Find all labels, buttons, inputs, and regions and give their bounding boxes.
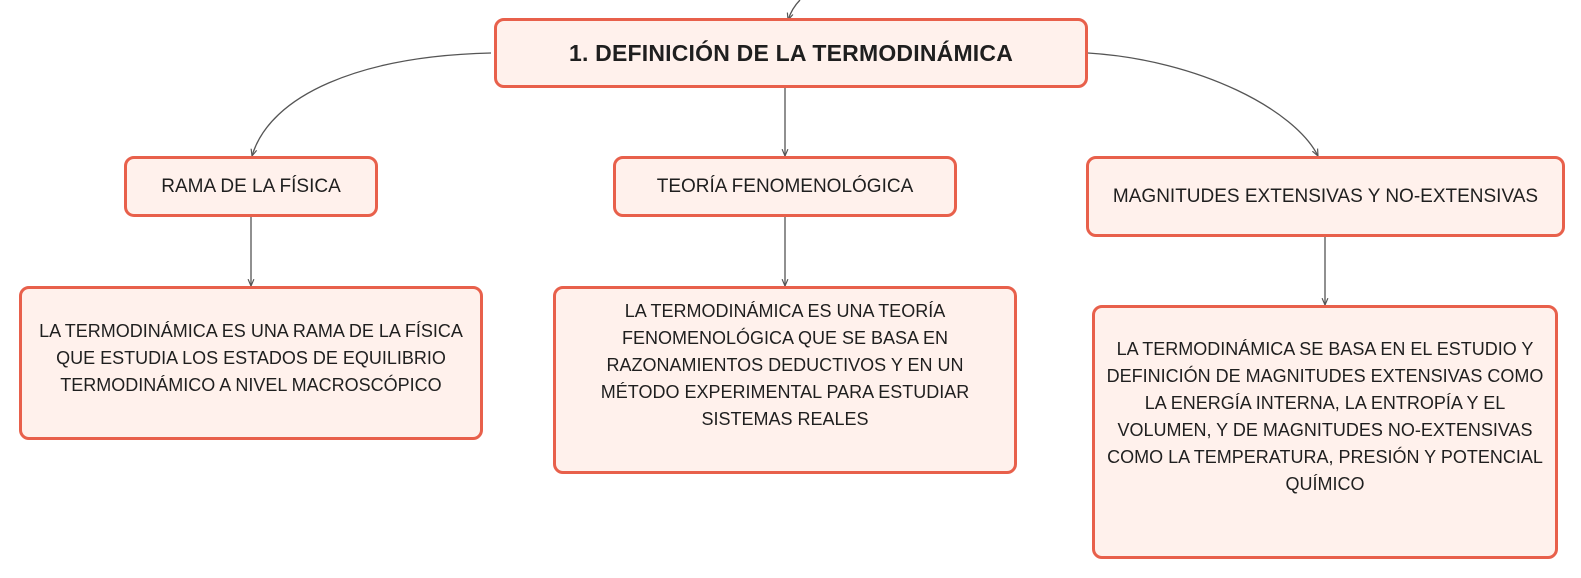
connector-incoming <box>788 0 800 20</box>
root-node[interactable] <box>494 18 1088 88</box>
root-title: 1. DEFINICIÓN DE LA TERMODINÁMICA <box>568 39 1014 66</box>
detail-text: LA TERMODINÁMICA ES UNA RAMA DE LA FÍSICA QUE ESTUDIA LOS ESTADOS DE EQUILIBRIO TERMODINÁMICO A NIVEL MACROSCÓPICO <box>39 320 463 395</box>
topic-node-teoria-fenomenologica[interactable] <box>613 156 957 217</box>
detail-node-teoria-fenomenologica[interactable] <box>553 286 1017 474</box>
topic-label: MAGNITUDES EXTENSIVAS Y NO-EXTENSIVAS <box>1112 185 1539 207</box>
detail-node-magnitudes[interactable] <box>1092 305 1558 559</box>
topic-label: RAMA DE LA FÍSICA <box>161 175 341 197</box>
detail-node-rama-de-la-fisica[interactable] <box>19 286 483 440</box>
detail-text: LA TERMODINÁMICA ES UNA TEORÍA FENOMENOLÓGICA QUE SE BASA EN RAZONAMIENTOS DEDUCTIVOS Y EN UN MÉTODO EXPERIMENTAL PARA ESTUDIAR SISTEMAS REALES <box>600 300 970 429</box>
topic-node-rama-de-la-fisica[interactable] <box>124 156 378 217</box>
topic-label: TEORÍA FENOMENOLÓGICA <box>656 175 914 197</box>
topic-node-magnitudes[interactable] <box>1086 156 1565 237</box>
connector-root-to-topic-1 <box>252 53 491 156</box>
detail-text: LA TERMODINÁMICA SE BASA EN EL ESTUDIO Y DEFINICIÓN DE MAGNITUDES EXTENSIVAS COMO LA ENERGÍA INTERNA, LA ENTROPÍA Y EL VOLUMEN, Y DE MAGNITUDES NO-EXTENSIVAS COMO LA TEMPERATURA, PRESIÓN Y POTENCIAL QUÍMICO <box>1106 339 1544 494</box>
connector-root-to-topic-3 <box>1088 53 1318 156</box>
